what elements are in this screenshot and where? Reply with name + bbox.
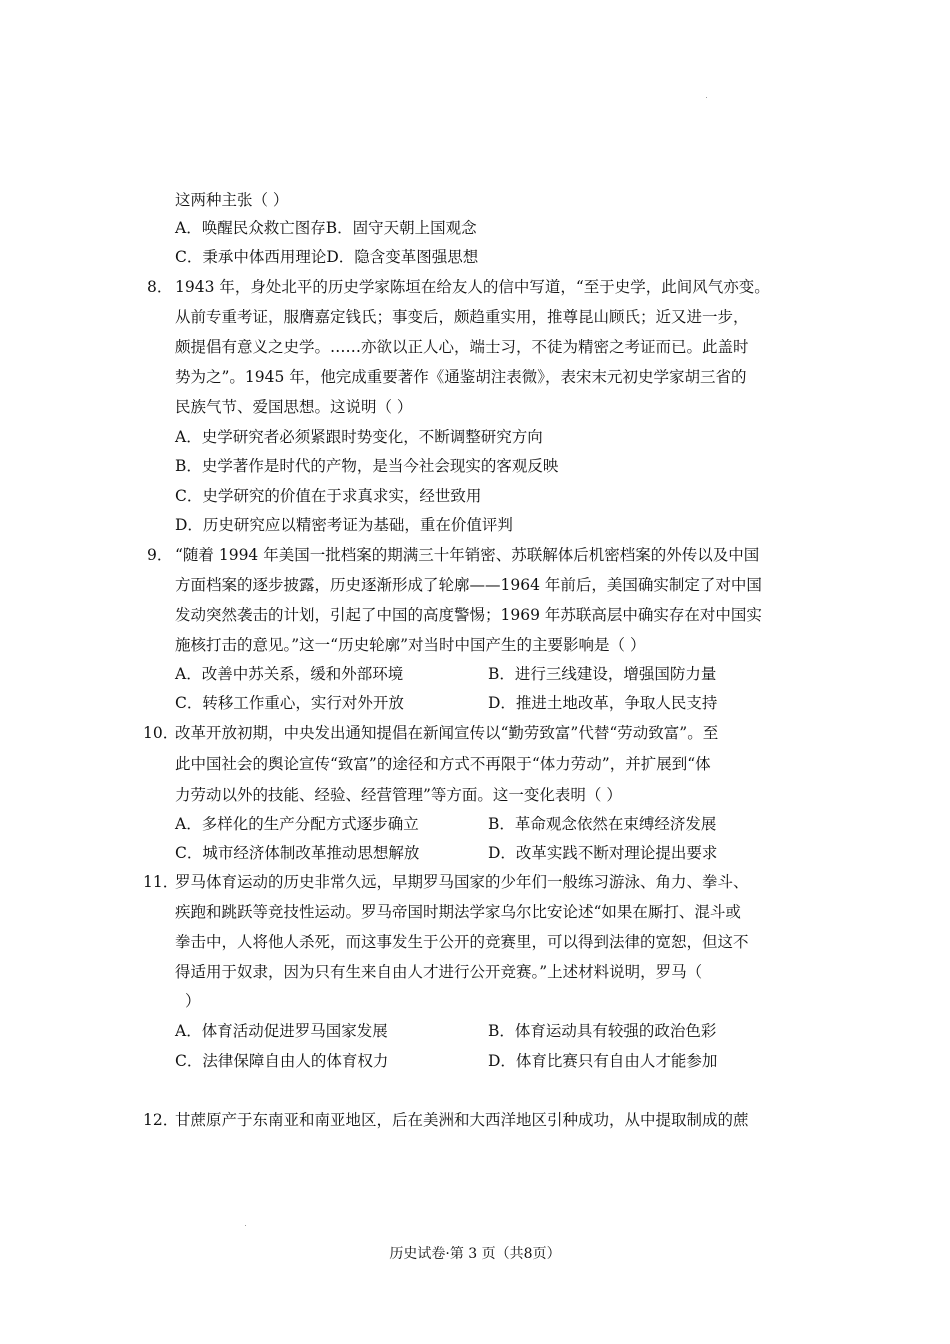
- q10-option-c: C．城市经济体制改革推动思想解放: [175, 844, 420, 862]
- q7-option-row-2: C．秉承中体西用理论D．隐含变革图强思想: [175, 248, 479, 266]
- q11-stem-line: 得适用于奴隶，因为只有生来自由人才进行公开竞赛。”上述材料说明，罗马（: [175, 963, 703, 981]
- q8-number: 8．: [147, 278, 173, 296]
- q9-option-d: D．推进土地改革，争取人民支持: [488, 694, 718, 712]
- q12-stem-line: 甘蔗原产于东南亚和南亚地区，后在美洲和大西洋地区引种成功，从中提取制成的蔗: [175, 1111, 749, 1129]
- q10-option-a: A．多样化的生产分配方式逐步确立: [175, 815, 419, 833]
- scan-speck: [245, 1225, 246, 1226]
- q8-option-c: C．史学研究的价值在于求真求实，经世致用: [175, 487, 482, 505]
- q9-number: 9．: [147, 546, 173, 564]
- q12-number: 12．: [143, 1111, 179, 1129]
- q9-stem-line: 发动突然袭击的计划，引起了中国的高度警惕；1969 年苏联高层中确实存在对中国实: [175, 606, 762, 624]
- q8-option-a: A．史学研究者必须紧跟时势变化，不断调整研究方向: [175, 428, 543, 446]
- q11-option-b: B．体育运动具有较强的政治色彩: [488, 1022, 717, 1040]
- q9-stem-line: “随着 1994 年美国一批档案的期满三十年销密、苏联解体后机密档案的外传以及中国: [175, 546, 760, 564]
- q7-option-row-1: A．唤醒民众救亡图存B．固守天朝上国观念: [175, 219, 477, 237]
- q8-stem-line: 颇提倡有意义之史学。……亦欲以正人心，端士习，不徒为精密之考证而已。此盖时: [175, 338, 749, 356]
- q10-stem-line: 改革开放初期，中央发出通知提倡在新闻宣传以“勤劳致富”代替“劳动致富”。至: [175, 724, 719, 742]
- q11-stem-line: ）: [185, 992, 201, 1010]
- q9-option-a: A．改善中苏关系，缓和外部环境: [175, 665, 404, 683]
- q11-option-c: C．法律保障自由人的体育权力: [175, 1052, 389, 1070]
- q10-stem-line: 此中国社会的舆论宣传“致富”的途径和方式不再限于“体力劳动”，并扩展到“体: [175, 755, 711, 773]
- q8-option-b: B．史学著作是时代的产物，是当今社会现实的客观反映: [175, 457, 559, 475]
- q9-option-b: B．进行三线建设，增强国防力量: [488, 665, 717, 683]
- q11-stem-line: 罗马体育运动的历史非常久远，早期罗马国家的少年们一般练习游泳、角力、拳斗、: [175, 873, 749, 891]
- q9-option-c: C．转移工作重心，实行对外开放: [175, 694, 404, 712]
- scan-speck: [706, 97, 707, 98]
- q11-option-d: D．体育比赛只有自由人才能参加: [488, 1052, 718, 1070]
- q8-stem-line: 民族气节、爱国思想。这说明（ ）: [175, 398, 413, 416]
- q7-stem-end: 这两种主张（ ）: [175, 191, 289, 209]
- q8-stem-line: 1943 年，身处北平的历史学家陈垣在给友人的信中写道，“至于史学，此间风气亦变。: [175, 278, 770, 296]
- q10-number: 10．: [143, 724, 179, 742]
- q10-stem-line: 力劳动以外的技能、经验、经营管理”等方面。这一变化表明（ ）: [175, 786, 622, 804]
- q10-option-b: B．革命观念依然在束缚经济发展: [488, 815, 717, 833]
- q10-option-d: D．改革实践不断对理论提出要求: [488, 844, 718, 862]
- q9-stem-line: 方面档案的逐步披露，历史逐渐形成了轮廓——1964 年前后，美国确实制定了对中国: [175, 576, 762, 594]
- q11-stem-line: 疾跑和跳跃等竞技性运动。罗马帝国时期法学家乌尔比安论述“如果在厮打、混斗或: [175, 903, 741, 921]
- page-footer: 历史试卷·第 3 页（共8页）: [389, 1246, 561, 1262]
- q8-stem-line: 从前专重考证，服膺嘉定钱氏；事变后，颇趋重实用，推尊昆山顾氏；近又进一步，: [175, 308, 749, 326]
- q11-option-a: A．体育活动促进罗马国家发展: [175, 1022, 388, 1040]
- q11-number: 11．: [143, 873, 179, 891]
- q8-stem-line: 势为之”。1945 年，他完成重要著作《通鉴胡注表微》，表宋末元初史学家胡三省的: [175, 368, 747, 386]
- q8-option-d: D．历史研究应以精密考证为基础，重在价值评判: [175, 516, 513, 534]
- q11-stem-line: 拳击中，人将他人杀死，而这事发生于公开的竞赛里，可以得到法律的宽恕，但这不: [175, 933, 749, 951]
- q9-stem-line: 施核打击的意见。”这一“历史轮廓”对当时中国产生的主要影响是（ ）: [175, 636, 646, 654]
